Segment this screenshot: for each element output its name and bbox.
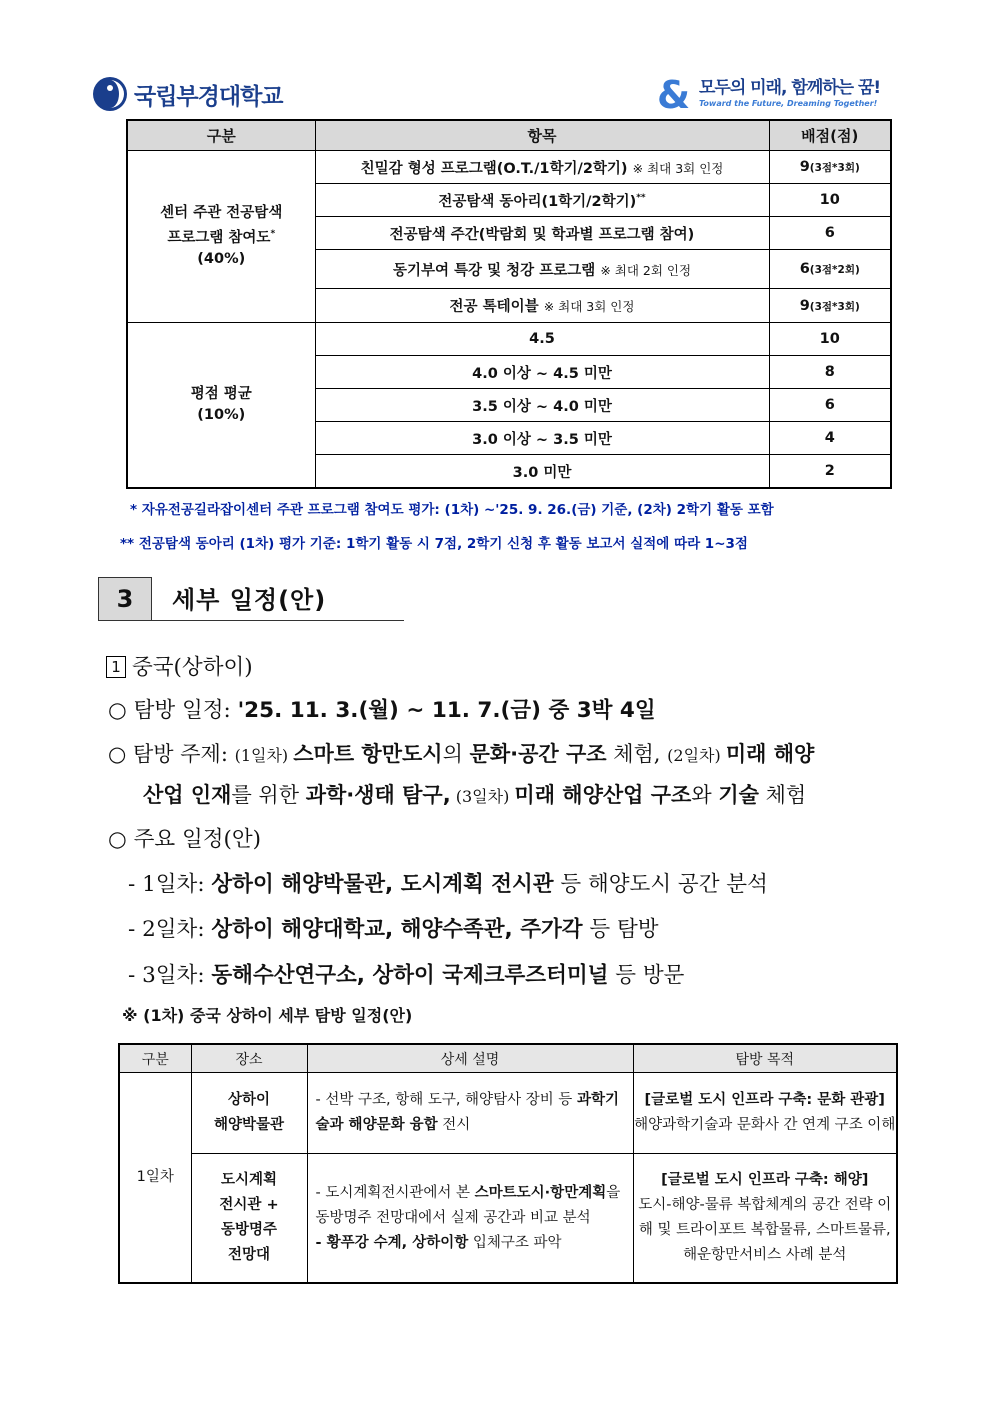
item-cell: 3.0 미만 <box>315 455 769 489</box>
column-header: 탐방 목적 <box>633 1044 897 1073</box>
item-cell: 4.0 이상 ~ 4.5 미만 <box>315 356 769 389</box>
score-cell: 8 <box>769 356 891 389</box>
item-cell: 친밀감 형성 프로그램(O.T./1학기/2학기) ※ 최대 3회 인정 <box>315 151 769 184</box>
score-cell: 6 <box>769 389 891 422</box>
table-header-row <box>119 1044 897 1073</box>
subsection-number: 1 <box>106 656 126 678</box>
item-cell: 4.5 <box>315 323 769 356</box>
purpose-cell: [글로벌 도시 인프라 구축: 문화 관광] 해양과학기술과 문화사 간 연계 구조 이해 <box>633 1073 897 1154</box>
place-cell: 도시계획 전시관 + 동방명주 전망대 <box>191 1154 307 1284</box>
university-logo <box>92 76 283 112</box>
score-cell: 9(3점*3회) <box>769 151 891 184</box>
item-cell: 3.0 이상 ~ 3.5 미만 <box>315 422 769 455</box>
ampersand-logo-icon <box>655 74 695 114</box>
subsection-heading: 1 중국(상하이) <box>106 650 253 681</box>
score-cell: 10 <box>769 323 891 356</box>
column-header: 항목 <box>315 120 769 151</box>
column-header: 배점(점) <box>769 120 891 151</box>
column-header: 상세 설명 <box>307 1044 633 1073</box>
table-row <box>119 1073 897 1154</box>
score-cell: 4 <box>769 422 891 455</box>
day1-line: - 1일차: 상하이 해양박물관, 도시계획 전시관 등 해양도시 공간 분석 <box>128 872 768 897</box>
footnote-1: * 자유전공길라잡이센터 주관 프로그램 참여도 평가: (1차) ~'25. 9. 26.(금) 기준, (2차) 2학기 활동 포함 <box>130 502 774 518</box>
day2-line: - 2일차: 상하이 해양대학교, 해양수족관, 주가각 등 탐방 <box>128 917 659 942</box>
bullet-schedule: ○ 탐방 일정: '25. 11. 3.(월) ~ 11. 7.(금) 중 3박 4일 <box>108 698 656 723</box>
score-table <box>126 119 892 489</box>
bullet-theme-cont: 산업 인재를 위한 과학·생태 탐구, (3일차) 미래 해양산업 구조와 기술 체험 <box>143 783 807 807</box>
place-cell: 상하이 해양박물관 <box>191 1073 307 1154</box>
detail-schedule-table <box>118 1043 898 1284</box>
table-row <box>127 323 891 356</box>
footnote-2: ** 전공탐색 동아리 (1차) 평가 기준: 1학기 활동 시 7점, 2학기 신청 후 활동 보고서 실적에 따라 1~3점 <box>120 536 748 552</box>
description-cell: - 선박 구조, 항해 도구, 해양탐사 장비 등 과학기술과 해양문화 융합 전시 <box>307 1073 633 1154</box>
slogan <box>655 72 880 116</box>
day3-line: - 3일차: 동해수산연구소, 상하이 국제크루즈터미널 등 방문 <box>128 963 685 988</box>
bullet-main-schedule: ○ 주요 일정(안) <box>108 827 262 852</box>
column-header: 구분 <box>127 120 315 151</box>
section-title: 세부 일정(안) <box>172 586 327 614</box>
score-cell: 10 <box>769 184 891 217</box>
score-cell: 9(3점*3회) <box>769 289 891 323</box>
bullet-theme: ○ 탐방 주제: (1일차) 스마트 항만도시의 문화·공간 구조 체험, (2일차) 미래 해양 <box>108 742 815 766</box>
svg-text:&: & <box>657 74 691 114</box>
column-header: 구분 <box>119 1044 191 1073</box>
detail-caption: ※ (1차) 중국 상하이 세부 탐방 일정(안) <box>122 1006 413 1025</box>
group-label-participation: 센터 주관 전공탐색 프로그램 참여도* (40%) <box>127 151 315 323</box>
university-emblem-icon <box>92 76 128 112</box>
slogan-main: 모두의 미래, 함께하는 꿈! <box>699 78 881 98</box>
table-row <box>119 1154 897 1284</box>
item-cell: 동기부여 특강 및 청강 프로그램 ※ 최대 2회 인정 <box>315 250 769 289</box>
slogan-sub: Toward the Future, Dreaming Together! <box>699 99 878 108</box>
item-cell: 전공탐색 동아리(1학기/2학기)** <box>315 184 769 217</box>
day-cell: 1일차 <box>119 1073 191 1284</box>
section-underline <box>98 620 404 621</box>
table-row <box>127 151 891 184</box>
description-cell: - 도시계획전시관에서 본 스마트도시·항만계획을 동방명주 전망대에서 실제 공간과 비교 분석 - 황푸강 수계, 상하이항 입체구조 파악 <box>307 1154 633 1284</box>
group-label-gpa: 평점 평균 (10%) <box>127 323 315 489</box>
score-cell: 2 <box>769 455 891 489</box>
table-header-row <box>127 120 891 151</box>
item-cell: 전공 톡테이블 ※ 최대 3회 인정 <box>315 289 769 323</box>
item-cell: 3.5 이상 ~ 4.0 미만 <box>315 389 769 422</box>
column-header: 장소 <box>191 1044 307 1073</box>
purpose-cell: [글로벌 도시 인프라 구축: 해양] 도시-해양-물류 복합체계의 공간 전략 이해 및 트라이포트 복합물류, 스마트물류, 해운항만서비스 사례 분석 <box>633 1154 897 1284</box>
score-cell: 6(3점*2회) <box>769 250 891 289</box>
university-name: 국립부경대학교 <box>134 83 283 110</box>
score-cell: 6 <box>769 217 891 250</box>
item-cell: 전공탐색 주간(박람회 및 학과별 프로그램 참여) <box>315 217 769 250</box>
section-number: 3 <box>98 577 152 621</box>
